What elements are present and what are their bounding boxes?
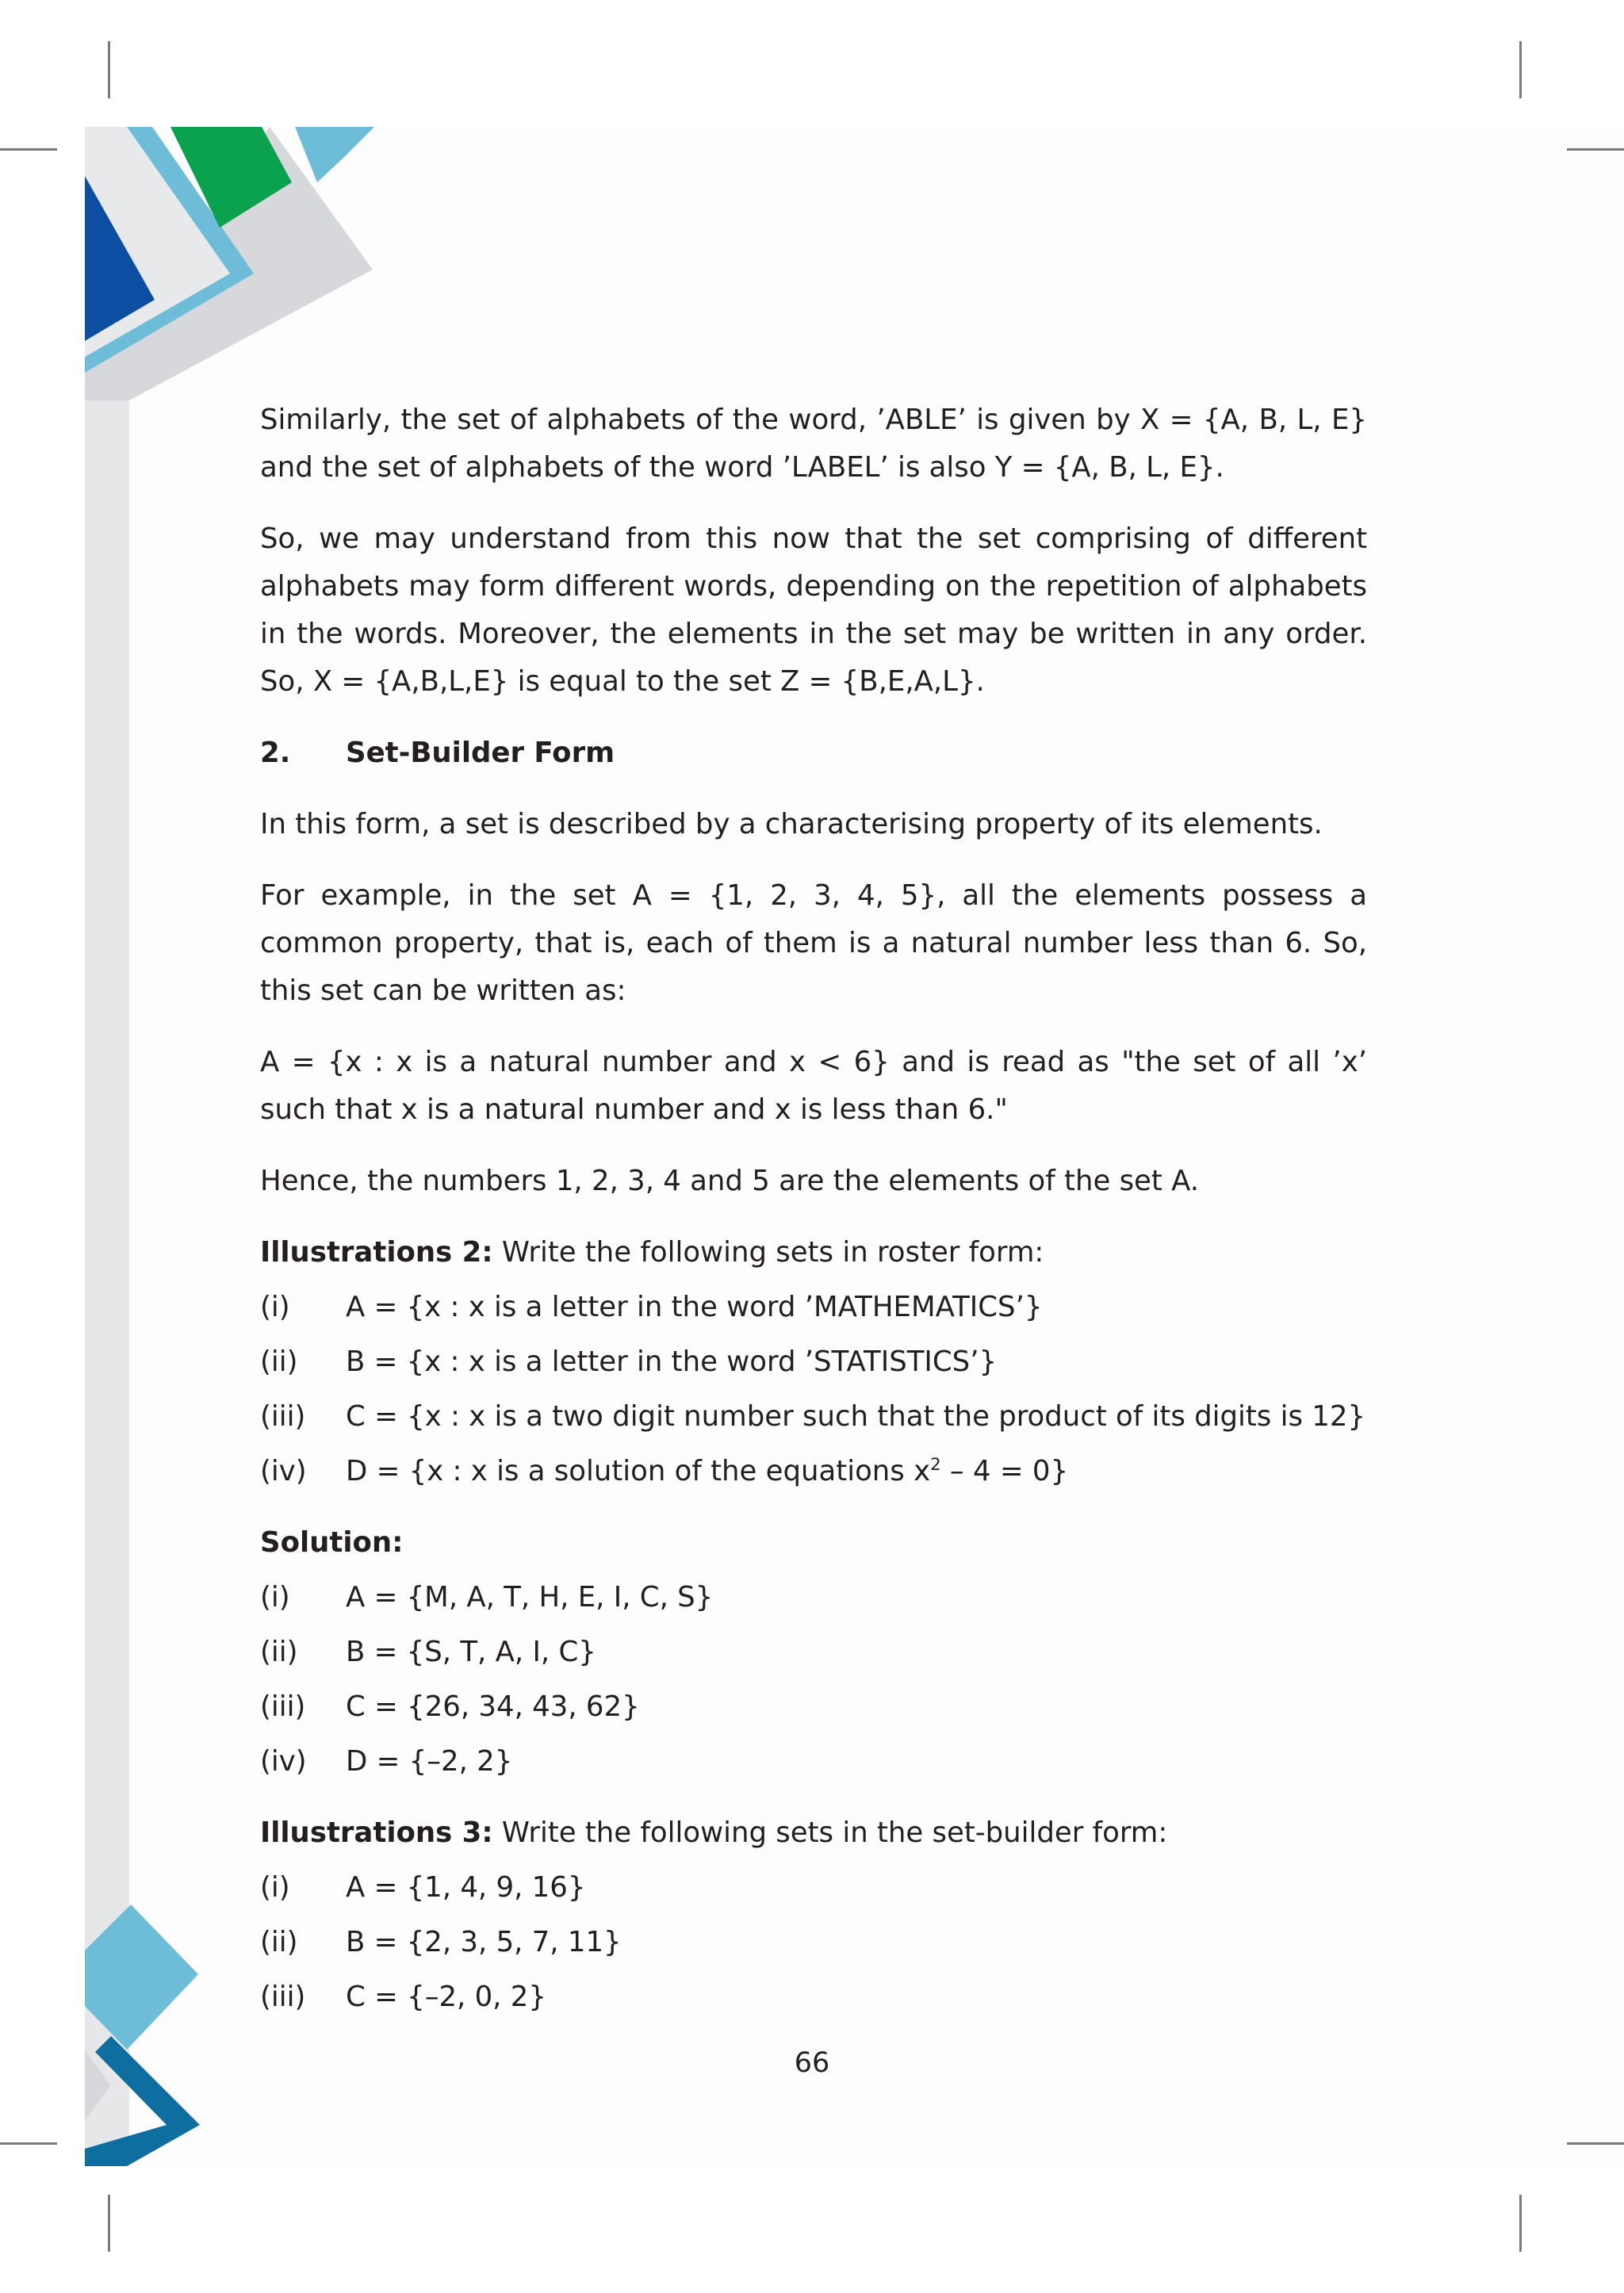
paragraph: Hence, the numbers 1, 2, 3, 4 and 5 are the elements of the set A. <box>260 1165 1200 1197</box>
expression-text: – 4 = 0} <box>940 1455 1069 1487</box>
item-expression: B = {x : x is a letter in the word ’STATISTICS’} <box>346 1346 998 1378</box>
section-heading <box>260 729 1367 777</box>
list-item <box>260 1284 1367 1331</box>
item-number: (iii) <box>260 1400 306 1433</box>
crop-mark <box>1519 2195 1522 2252</box>
item-number: (iii) <box>260 1690 306 1723</box>
list-item <box>260 1919 1367 1966</box>
list-item <box>260 1338 1367 1386</box>
paragraph: For example, in the set A = {1, 2, 3, 4, 5}, all the elements possess a common property, that is, each of them is a natural number less than 6. So, this set can be written as: <box>260 879 1367 1007</box>
item-number: (i) <box>260 1871 290 1904</box>
light-blue-stripe-top <box>295 127 374 182</box>
expression-text: D = {x : x is a solution of the equations x <box>346 1455 931 1487</box>
list-item <box>260 1864 1367 1912</box>
item-number: (i) <box>260 1291 290 1323</box>
item-expression: A = {x : x is a letter in the word ’MATHEMATICS’} <box>346 1291 1043 1323</box>
list-item <box>260 1738 1367 1786</box>
crop-mark <box>1519 41 1522 98</box>
section-title: Set-Builder Form <box>346 737 615 769</box>
item-number: (iv) <box>260 1455 307 1487</box>
crop-mark <box>1567 148 1624 151</box>
paragraph: Similarly, the set of alphabets of the word, ’ABLE’ is given by X = {A, B, L, E} and the set of alphabets of the word ’LABEL’ is also Y = {A, B, L, E}. <box>260 404 1367 484</box>
item-expression: B = {2, 3, 5, 7, 11} <box>346 1926 622 1958</box>
section-number: 2. <box>260 737 291 769</box>
main-content <box>260 396 1367 2028</box>
list-item <box>260 1629 1367 1676</box>
bottom-left-decoration <box>0 0 238 2293</box>
solution-label: Solution: <box>260 1526 404 1559</box>
paragraph: So, we may understand from this now that the set comprising of different alphabets may form different words, depending on the repetition of alphabets in the words. Moreover, the elements in the set may be written in any order. So, X = {A,B,L,E} is equal to the set Z = {B,E,A,L}. <box>260 523 1367 698</box>
item-expression: D = {–2, 2} <box>346 1745 513 1778</box>
item-number: (ii) <box>260 1346 298 1378</box>
item-expression: B = {S, T, A, I, C} <box>346 1636 596 1668</box>
illustration-text: Write the following sets in the set-builder form: <box>501 1816 1168 1849</box>
illustration-label: Illustrations 2: <box>260 1236 493 1269</box>
light-blue-diamond <box>85 1904 198 2050</box>
item-expression <box>346 1448 1367 1495</box>
list-item <box>260 1448 1367 1495</box>
paragraph: In this form, a set is described by a characterising property of its elements. <box>260 808 1323 840</box>
item-number: (ii) <box>260 1636 298 1668</box>
paragraph: A = {x : x is a natural number and x < 6} and is read as "the set of all ’x’ such that x is a natural number and x is less than 6." <box>260 1046 1367 1126</box>
item-number: (i) <box>260 1581 290 1614</box>
illustration-label: Illustrations 3: <box>260 1816 493 1849</box>
illustration-2 <box>260 1229 1367 1277</box>
superscript: 2 <box>930 1455 941 1476</box>
page-number: 66 <box>794 2047 830 2079</box>
item-number: (iii) <box>260 1981 306 2013</box>
item-expression: A = {M, A, T, H, E, I, C, S} <box>346 1581 714 1614</box>
item-expression: C = {26, 34, 43, 62} <box>346 1690 640 1723</box>
illustration-text: Write the following sets in roster form: <box>501 1236 1044 1269</box>
item-number: (ii) <box>260 1926 298 1958</box>
item-number: (iv) <box>260 1745 307 1778</box>
list-item <box>260 1683 1367 1731</box>
crop-mark <box>1567 2142 1624 2145</box>
item-expression: C = {–2, 0, 2} <box>346 1981 546 2013</box>
item-expression: C = {x : x is a two digit number such that the product of its digits is 12} <box>346 1400 1365 1433</box>
item-expression: A = {1, 4, 9, 16} <box>346 1871 586 1904</box>
list-item <box>260 1574 1367 1621</box>
illustration-3 <box>260 1809 1367 1857</box>
list-item <box>260 1393 1367 1441</box>
list-item <box>260 1973 1367 2021</box>
